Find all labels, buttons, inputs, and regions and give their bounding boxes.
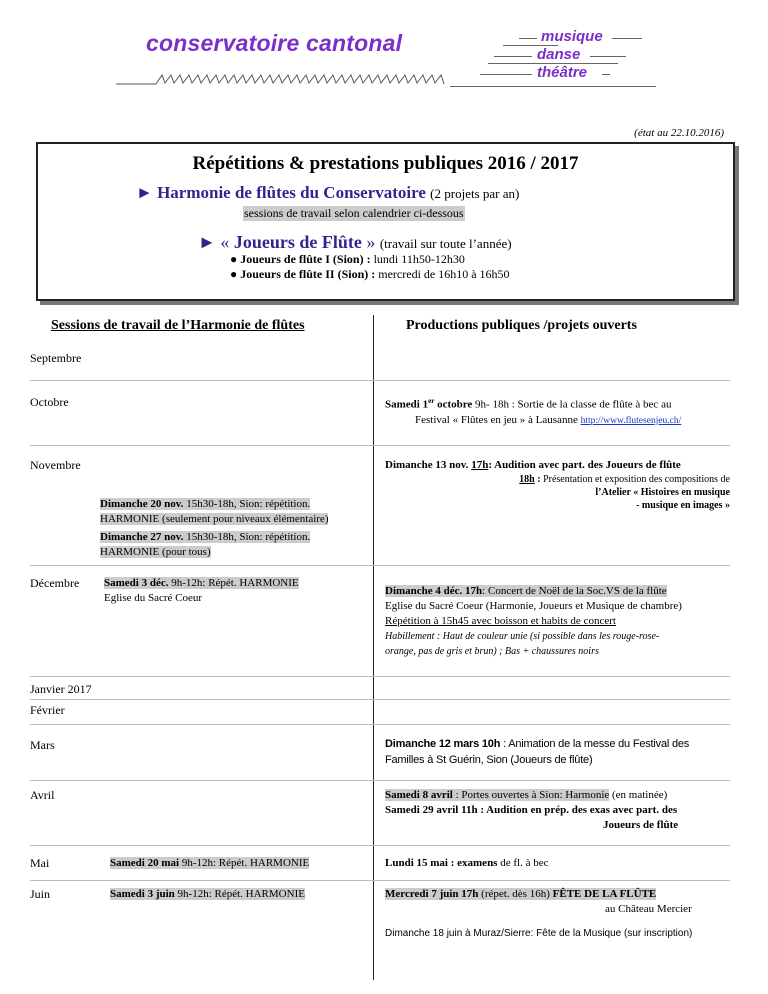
event-text: : Audition avec part. des Joueurs de flûte — [488, 459, 681, 471]
event-oct — [385, 394, 681, 429]
event-text: : Animation de la messe du Festival des — [500, 738, 690, 750]
event-detail: - musique en images » — [636, 500, 730, 511]
event-dec — [385, 584, 730, 659]
event-date: Dimanche 13 nov. — [385, 459, 469, 471]
harmonie-name: Harmonie de flûtes du Conservatoire — [157, 183, 426, 202]
event-detail: Présentation et exposition des compositions de — [543, 474, 730, 485]
event-note: Habillement : Haut de couleur unie (si possible dans les rouge-rose- — [385, 631, 660, 642]
event-text: 15h30-18h, Sion: répétition. — [186, 531, 311, 543]
event-date: Samedi 8 avril — [385, 789, 453, 801]
event-time: 17h — [471, 459, 489, 471]
logo-text: conservatoire cantonal — [146, 30, 403, 56]
event-dec3 — [104, 576, 299, 606]
event-juin — [385, 887, 730, 917]
event-text: 9h-12h: Répét. HARMONIE — [181, 857, 310, 869]
bullet-item — [230, 252, 465, 267]
event-mars — [385, 736, 730, 768]
event-juin18: Dimanche 18 juin à Muraz/Sierre: Fête de la Musique (sur inscription) — [385, 928, 693, 939]
event-note: orange, pas de gris et brun) ; Bas + chaussures noirs — [385, 646, 599, 657]
right-column-header: Productions publiques /projets ouverts — [406, 318, 637, 333]
event-date-sup: er — [428, 397, 435, 405]
joueurs-note: (travail sur toute l’année) — [379, 236, 512, 251]
event-text: de fl. à bec — [497, 857, 549, 869]
event-detail: (en matinée) — [609, 789, 668, 801]
event-date: Samedi 20 mai — [110, 857, 180, 869]
arrow-right-icon: ► — [198, 232, 216, 252]
event-detail: Répétition à 15h45 avec boisson et habits de concert — [385, 615, 616, 627]
harmonie-note: (2 projets par an) — [430, 186, 520, 201]
month-novembre: Novembre — [30, 458, 81, 472]
event-separator: : — [534, 474, 544, 485]
bullet-item — [230, 267, 510, 282]
month-octobre: Octobre — [30, 395, 69, 409]
event-detail: Familles à St Guérin, Sion (Joueurs de flûte) — [385, 754, 593, 766]
zigzag-ornament — [116, 72, 461, 86]
logo-word-theatre: théâtre — [537, 64, 588, 81]
event-mai — [385, 856, 548, 871]
event-date: Dimanche 27 nov. — [100, 531, 184, 543]
event-date: Samedi 3 juin — [110, 888, 175, 900]
event-time: 18h — [519, 474, 535, 485]
bullet-text: lundi 11h50-12h30 — [373, 252, 465, 266]
month-avril: Avril — [30, 788, 55, 802]
event-detail: l’Atelier « Histoires en musique — [595, 487, 730, 498]
event-nov20 — [100, 497, 328, 527]
event-date: Mercredi 7 juin 17h — [385, 888, 479, 900]
harmonie-subline: sessions de travail selon calendrier ci-dessous — [244, 206, 464, 220]
left-column-header: Sessions de travail de l’Harmonie de flûtes — [51, 318, 305, 333]
month-juin: Juin — [30, 887, 51, 901]
arrow-right-icon: ► — [136, 183, 153, 202]
event-date: Dimanche 4 déc. 17h — [385, 585, 483, 597]
month-decembre: Décembre — [30, 576, 80, 590]
event-date: Samedi 3 déc. — [104, 577, 169, 589]
event-detail: Eglise du Sacré Coeur — [104, 592, 203, 604]
event-text: : Portes ouvertes à Sion: Harmonie — [452, 789, 610, 801]
event-text: 9h- 18h : Sortie de la classe de flûte à bec au — [475, 398, 672, 411]
event-date-month: octobre — [437, 398, 473, 411]
event-mai20 — [110, 856, 309, 871]
event-title: FÊTE DE LA FLÛTE — [552, 888, 657, 900]
event-avril — [385, 788, 730, 833]
quote-open: « — [220, 232, 230, 252]
harmonie-line — [136, 183, 519, 203]
joueurs-name: Joueurs de Flûte — [233, 232, 362, 252]
month-mars: Mars — [30, 738, 55, 752]
event-text: : Concert de Noël de la Soc.VS de la flûte — [482, 585, 667, 597]
event-nov27 — [100, 530, 310, 560]
event-text-bold: examens — [457, 857, 498, 869]
event-detail: HARMONIE (pour tous) — [100, 546, 211, 558]
event-detail: Joueurs de flûte — [603, 819, 679, 831]
event-text: 15h30-18h, Sion: répétition. — [186, 498, 311, 510]
month-mai: Mai — [30, 856, 50, 870]
bullet-dot-icon: ● — [230, 252, 238, 266]
event-nov — [385, 458, 730, 512]
logo-word-danse: danse — [537, 46, 581, 63]
event-juin3 — [110, 887, 305, 902]
month-janvier: Janvier 2017 — [30, 682, 92, 696]
event-date: Samedi 1 — [385, 398, 429, 411]
month-septembre: Septembre — [30, 351, 82, 365]
event-detail: au Château Mercier — [605, 903, 692, 915]
bullet-dot-icon: ● — [230, 267, 238, 281]
bullet-text: mercredi de 16h10 à 16h50 — [378, 267, 510, 281]
event-text: (répet. dès 16h) — [478, 888, 553, 900]
status-date: (état au 22.10.2016) — [634, 127, 724, 139]
summary-box — [36, 142, 735, 301]
event-date: Dimanche 20 nov. — [100, 498, 184, 510]
page-title: Répétitions & prestations publiques 2016 / 2017 — [192, 153, 579, 174]
quote-close: » — [366, 232, 376, 252]
event-detail: Eglise du Sacré Coeur (Harmonie, Joueurs et Musique de chambre) — [385, 600, 682, 612]
event-detail: HARMONIE (seulement pour niveaux élémentaire) — [100, 513, 329, 525]
month-fevrier: Février — [30, 703, 65, 717]
event-detail: Festival « Flûtes en jeu » à Lausanne — [415, 413, 578, 426]
logo-word-musique: musique — [541, 28, 603, 45]
bullet-label: Joueurs de flûte I (Sion) : — [240, 252, 371, 266]
event-date: Dimanche 12 mars 10h — [385, 738, 501, 750]
event-text: 9h-12h: Répét. HARMONIE — [171, 577, 299, 589]
event-text: 9h-12h: Répét. HARMONIE — [177, 888, 305, 900]
joueurs-line — [198, 232, 512, 253]
bullet-label: Joueurs de flûte II (Sion) : — [240, 267, 376, 281]
event-date: Lundi 15 mai : — [385, 857, 455, 869]
event-detail: Samedi 29 avril 11h : Audition en prép. des exas avec part. des — [385, 804, 678, 816]
festival-link[interactable]: http://www.flutesenjeu.ch/ — [580, 415, 682, 426]
